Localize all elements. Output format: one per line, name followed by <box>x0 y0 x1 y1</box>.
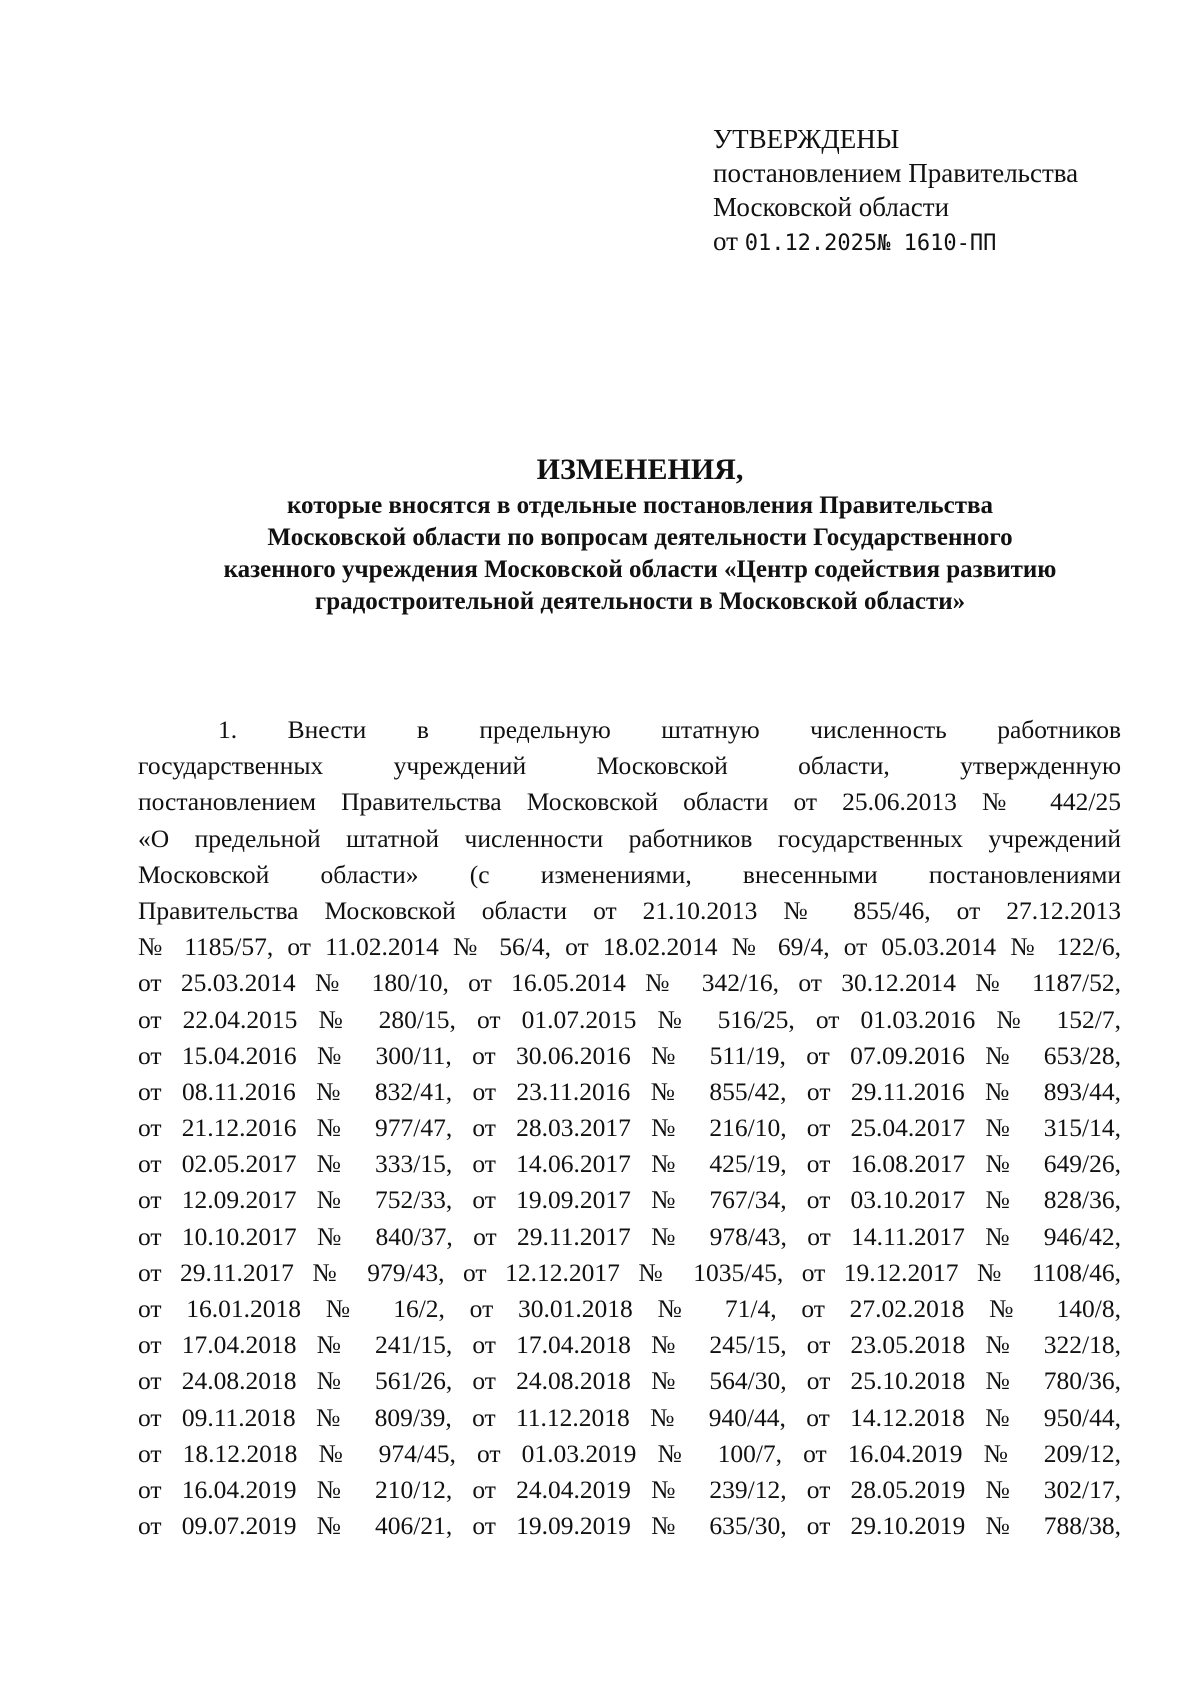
subtitle-line: Московской области по вопросам деятельности Государственного <box>267 524 1013 551</box>
body-line: постановлением Правительства Московской области от 25.06.2013 № 442/25 <box>138 787 1121 817</box>
body-line: государственных учреждений Московской области, утвержденную <box>138 751 1121 781</box>
body-line: от 09.07.2019 № 406/21, от 19.09.2019 № 635/30, от 29.10.2019 № 788/38, <box>138 1511 1121 1541</box>
body-line: от 12.09.2017 № 752/33, от 19.09.2017 № 767/34, от 03.10.2017 № 828/36, <box>138 1185 1121 1215</box>
document-title: ИЗМЕНЕНИЯ, <box>536 453 744 486</box>
body-line: «О предельной штатной численности работников государственных учреждений <box>138 823 1121 853</box>
body-line: от 29.11.2017 № 979/43, от 12.12.2017 № 1035/45, от 19.12.2017 № 1108/46, <box>138 1257 1121 1287</box>
approval-reference <box>713 224 1133 261</box>
body-line: № 1185/57, от 11.02.2014 № 56/4, от 18.02.2014 № 69/4, от 05.03.2014 № 122/6, <box>138 932 1121 962</box>
body-line: от 21.12.2016 № 977/47, от 28.03.2017 № 216/10, от 25.04.2017 № 315/14, <box>138 1113 1121 1143</box>
body-line: от 02.05.2017 № 333/15, от 14.06.2017 № 425/19, от 16.08.2017 № 649/26, <box>138 1149 1121 1179</box>
subtitle-line: казенного учреждения Московской области «Центр содействия развитию <box>223 556 1057 583</box>
approval-block <box>713 122 1133 261</box>
body-line: от 25.03.2014 № 180/10, от 16.05.2014 № 342/16, от 30.12.2014 № 1187/52, <box>138 968 1121 998</box>
body-line: от 09.11.2018 № 809/39, от 11.12.2018 № 940/44, от 14.12.2018 № 950/44, <box>138 1402 1121 1432</box>
body-line: от 22.04.2015 № 280/15, от 01.07.2015 № 516/25, от 01.03.2016 № 152/7, <box>138 1004 1121 1034</box>
approval-heading: УТВЕРЖДЕНЫ <box>713 124 900 154</box>
body-line: от 17.04.2018 № 241/15, от 17.04.2018 № 245/15, от 23.05.2018 № 322/18, <box>138 1330 1121 1360</box>
approval-ref-prefix: от <box>713 226 745 256</box>
body-line: от 16.04.2019 № 210/12, от 24.04.2019 № 239/12, от 28.05.2019 № 302/17, <box>138 1474 1121 1504</box>
title-block <box>150 452 1130 618</box>
body-paragraph <box>138 712 1121 1544</box>
subtitle-line: градостроительной деятельности в Московской области» <box>314 588 966 615</box>
body-line: Правительства Московской области от 21.10.2013 № 855/46, от 27.12.2013 <box>138 895 1121 925</box>
body-line: от 15.04.2016 № 300/11, от 30.06.2016 № 511/19, от 07.09.2016 № 653/28, <box>138 1040 1121 1070</box>
approval-line-2: Московской области <box>713 192 950 222</box>
approval-ref-value: 01.12.2025№ 1610-ПП <box>744 231 997 256</box>
body-line: 1. Внести в предельную штатную численность работников <box>218 715 1121 744</box>
body-line: от 24.08.2018 № 561/26, от 24.08.2018 № 564/30, от 25.10.2018 № 780/36, <box>138 1366 1121 1396</box>
body-line: Московской области» (с изменениями, внесенными постановлениями <box>138 859 1121 889</box>
approval-line-1: постановлением Правительства <box>713 158 1079 188</box>
body-line: от 18.12.2018 № 974/45, от 01.03.2019 № 100/7, от 16.04.2019 № 209/12, <box>138 1438 1121 1468</box>
body-line: от 16.01.2018 № 16/2, от 30.01.2018 № 71/4, от 27.02.2018 № 140/8, <box>138 1294 1121 1323</box>
document-subtitle <box>150 490 1130 618</box>
subtitle-line: которые вносятся в отдельные постановления Правительства <box>286 492 994 519</box>
body-line: от 08.11.2016 № 832/41, от 23.11.2016 № 855/42, от 29.11.2016 № 893/44, <box>138 1076 1121 1106</box>
body-line: от 10.10.2017 № 840/37, от 29.11.2017 № 978/43, от 14.11.2017 № 946/42, <box>138 1221 1121 1251</box>
